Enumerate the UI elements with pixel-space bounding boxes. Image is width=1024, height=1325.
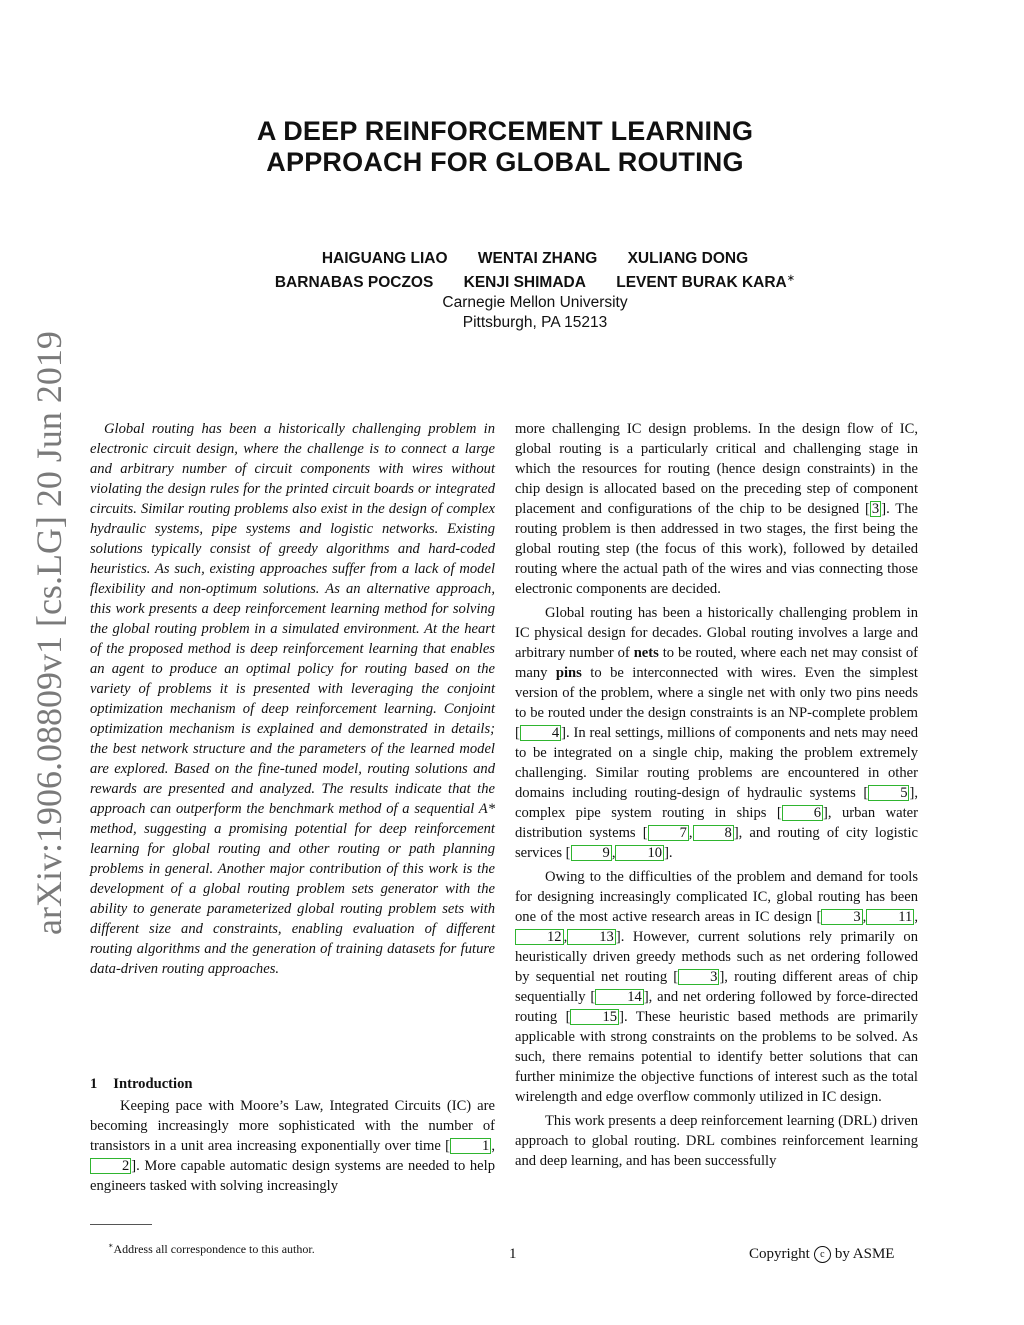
corresponding-author: [616, 274, 795, 291]
text-run: Keeping pace with Moore’s Law, Integrated Circuits (IC) are becoming increasingly more sophisticated with the number of transistors in a unit area increasing exponentially over time [: [90, 1098, 495, 1154]
footnote: [108, 1241, 315, 1257]
paragraph: Global routing has been a historically challenging problem in IC physical design for decades. Global routing involves a large and arbitrary number of nets to be routed, where each net may consist of many pins to be interconnected with wires. Even the simplest version of the problem, where a single net with only two pins needs to be routed under the design constraints is an NP-complete problem [ 4 ]. In real settings, millions of components and nets may need to be integrated on a single chip, making the problem extremely challenging. Similar routing problems are encountered in other domains including routing-design of hydraulic systems [ 5 ], complex pipe system routing in ships [ 6 ], urban water distribution systems [ 7 , 8 ], and routing of city logistic services [ 9 , 10 ].: [515, 605, 918, 861]
text-run: ]. More capable automatic design systems are needed to help engineers tasked with solving increasingly: [90, 1158, 495, 1194]
text-run: ], and routing of city logistic services [: [515, 825, 918, 861]
text-run: ], and net ordering followed by force-directed routing [: [515, 989, 918, 1025]
text-run: ], routing different areas of chip sequentially [: [515, 969, 918, 1005]
citation-link[interactable]: 1: [450, 1138, 491, 1154]
copyright-holder: by ASME: [834, 1246, 895, 1262]
author-row-1: [200, 249, 870, 269]
paragraph: This work presents a deep reinforcement learning (DRL) driven approach to global routing. DRL combines reinforcement learning and deep learning, and has been successfully: [515, 1113, 918, 1169]
text-run: more challenging IC design problems. In the design flow of IC, global routing is a particularly critical and challenging stage in which the resources for routing (hence design constraints) in the chip design is allocated based on the preceding step of component placement and configurations of the chip to be designed [: [515, 421, 918, 517]
citation-link[interactable]: 9: [571, 845, 612, 861]
address: Pittsburgh, PA 15213: [462, 314, 608, 332]
citation-link[interactable]: 7: [648, 825, 689, 841]
text-run: ]. However, current solutions rely primarily on heuristically driven greedy methods such as net ordering followed by sequential net routing [: [515, 929, 918, 985]
footnote-divider: [90, 1224, 152, 1225]
author-block: [200, 249, 870, 333]
text-run: to be interconnected with wires. Even the simplest version of the problem, where a single net with only two pins needs to be routed under the design constraints is an NP-complete problem [: [515, 665, 918, 741]
right-column: [515, 419, 918, 1175]
paper-title: [120, 116, 890, 178]
citation-link[interactable]: 15: [570, 1009, 619, 1025]
author-name: BARNABAS POCZOS: [274, 274, 434, 292]
citation-link[interactable]: 8: [693, 825, 734, 841]
citation-link[interactable]: 6: [782, 805, 823, 821]
text-run: to be routed, where each net may consist of many: [515, 645, 918, 681]
author-name: WENTAI ZHANG: [477, 250, 598, 267]
section-heading: [90, 1076, 193, 1093]
text-run: ]. These heuristic based methods are primarily applicable with strong constraints on the problems to be solved. As such, there remains potential to identify better solutions that can further minimize the objective functions of interest such as the total wirelength and edge overflow commonly utilized in IC design.: [515, 1009, 918, 1105]
author-name: XULIANG DONG: [627, 250, 749, 267]
affiliation: Carnegie Mellon University: [442, 294, 628, 312]
title-line-1: A DEEP REINFORCEMENT LEARNING: [256, 116, 754, 146]
intro-paragraph: [90, 1096, 495, 1196]
text-run: ]. In real settings, millions of components and nets may need to be integrated on a single chip, making the problem extremely challenging. Similar routing problems are encountered in other domains including routing-design of hydraulic systems [: [515, 725, 918, 801]
citation-link[interactable]: 3: [821, 909, 862, 925]
paragraph: [515, 419, 918, 599]
paragraph: Owing to the difficulties of the problem and demand for tools for designing increasingly complicated IC, global routing has been one of the most active research areas in IC design [ 3 , 11 ,12 , 13 ]. However, current solutions rely primarily on heuristically driven greedy methods such as net ordering followed by sequential net routing [ 3 ], routing different areas of chip sequentially [ 14 ], and net ordering followed by force-directed routing [ 15 ]. These heuristic based methods are primarily applicable with strong constraints on the problems to be solved. As such, there remains potential to identify better solutions that can further minimize the objective functions of interest such as the total wirelength and edge overflow commonly utilized in IC design.: [515, 869, 918, 1105]
section-number: 1: [90, 1076, 98, 1092]
citation-link[interactable]: 11: [866, 909, 914, 925]
arxiv-identifier[interactable]: arXiv:1906.08809v1 [cs.LG] 20 Jun 2019: [29, 331, 69, 935]
footnote-mark: ∗: [108, 1241, 114, 1250]
text-run: ,: [491, 1138, 495, 1154]
copyright-notice: [749, 1246, 894, 1263]
citation-link[interactable]: 2: [90, 1158, 131, 1174]
author-row-2: [200, 269, 870, 293]
citation-link[interactable]: 4: [520, 725, 561, 741]
citation-link[interactable]: 12: [515, 929, 564, 945]
citation-link[interactable]: 3: [871, 501, 880, 517]
copyright-icon: c: [814, 1246, 831, 1263]
page-number: 1: [509, 1246, 517, 1262]
abstract: Global routing has been a historically challenging problem in electronic circuit design, where the challenge is to connect a large and arbitrary number of circuit components with wires without violating the design rules for the printed circuit boards or integrated circuits. Similar routing problems also exist in the design of complex hydraulic systems, pipe systems and logistic networks. Existing solutions typically consist of greedy algorithms and hard-coded heuristics. As such, existing approaches suffer from a lack of model flexibility and non-optimum solutions. As an alternative approach, this work presents a deep reinforcement learning method for solving the global routing problem in a simulated environment. At the heart of the proposed method is deep reinforcement learning that enables an agent to produce an optimal policy for routing based on the variety of problems it is presented with leveraging the conjoint optimization mechanism of deep reinforcement learning. Conjoint optimization mechanism is explained and demonstrated in details; the best network structure and the parameters of the learned model are explored. Based on the fine-tuned model, routing solutions and rewards are presented and analyzed. The results indicate that the approach can outperform the benchmark method of a sequential A* method, suggesting a promising potential for deep reinforcement learning for global routing and other routing or path planning problems in general. Another major contribution of this work is the development of a global routing problem sets generator with the ability to generate parameterized global routing problem sets with different size and constraints, enabling evaluation of different routing algorithms and the generation of training datasets for future data-driven routing approaches.: [90, 421, 495, 977]
corresponding-mark: ∗: [786, 273, 796, 284]
title-line-2: APPROACH FOR GLOBAL ROUTING: [266, 147, 744, 177]
author-name: KENJI SHIMADA: [463, 274, 586, 292]
text-run: ].: [664, 845, 673, 861]
bold-term: pins: [555, 665, 582, 681]
citation-link[interactable]: 3: [678, 969, 719, 985]
copyright-label: Copyright: [749, 1246, 810, 1262]
citation-link[interactable]: 13: [567, 929, 616, 945]
citation-link[interactable]: 14: [595, 989, 644, 1005]
text-run: ], urban water distribution systems [: [515, 805, 918, 841]
author-name: LEVENT BURAK KARA: [616, 274, 787, 292]
text-run: ]. The routing problem is then addressed in two stages, the first being the global routing step (the focus of this work), followed by detailed routing where the actual path of the wires and vias connecting those electronic components are decided.: [515, 501, 918, 597]
citation-link[interactable]: 5: [868, 785, 909, 801]
bold-term: nets: [633, 645, 659, 661]
text-run: Owing to the difficulties of the problem and demand for tools for designing increasingly complicated IC, global routing has been one of the most active research areas in IC design [: [515, 869, 918, 925]
author-name: HAIGUANG LIAO: [321, 250, 448, 267]
footnote-text: Address all correspondence to this author.: [113, 1242, 315, 1256]
section-title: Introduction: [113, 1076, 193, 1092]
citation-link[interactable]: 10: [615, 845, 664, 861]
text-run: Global routing has been a historically challenging problem in IC physical design for decades. Global routing involves a large and arbitrary number of: [515, 605, 918, 661]
text-run: ], complex pipe system routing in ships [: [515, 785, 918, 821]
